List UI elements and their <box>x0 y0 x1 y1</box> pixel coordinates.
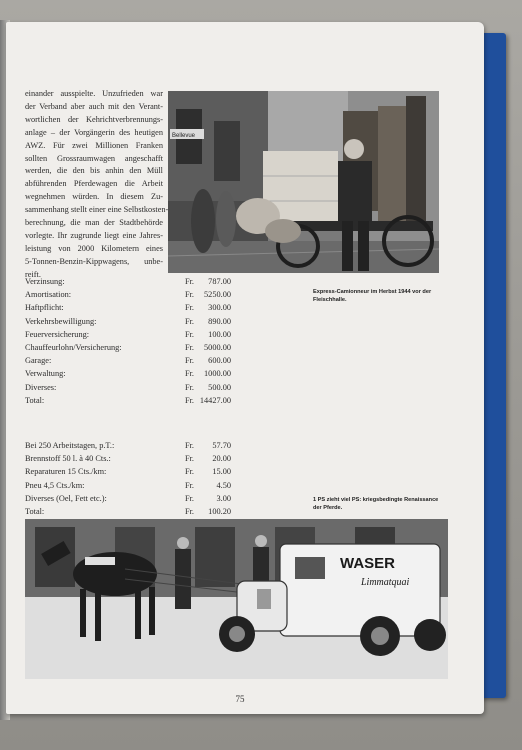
body-text-line: einander ausspielte. Unzufrieden war <box>25 89 163 98</box>
cost-row <box>25 343 245 356</box>
cost-amount: 15.00 <box>212 467 231 477</box>
body-paragraph <box>25 88 169 282</box>
cost-currency: Fr. <box>185 441 194 450</box>
cost-row <box>25 369 245 382</box>
cost-amount: 787.00 <box>208 277 231 286</box>
cost-amount: 100.20 <box>208 506 231 516</box>
body-text-line: reift. <box>25 269 41 279</box>
body-text-line: leistung von 2000 Kilometern eines <box>25 243 163 253</box>
cost-amount: 4.50 <box>216 480 231 490</box>
cost-currency: Fr. <box>185 316 194 326</box>
cost-amount: 100.00 <box>208 329 231 339</box>
cost-row <box>25 303 245 316</box>
body-text-line: berechnung, die man der Stadtbehörde <box>25 218 163 228</box>
cost-currency: Fr. <box>185 382 194 392</box>
cost-currency: Fr. <box>185 493 194 503</box>
cost-label: Verwaltung: <box>25 369 66 379</box>
body-text-line: vorlegte. Ihr zugrunde liegt eine Jahres- <box>25 230 163 240</box>
body-text-line: anlage – der Vorgängerin des heutigen <box>25 127 163 137</box>
cost-amount: 1000.00 <box>204 369 231 379</box>
cost-currency: Fr. <box>185 356 194 366</box>
photo-caption-horse-van: 1 PS zieht viel PS: kriegsbedingte Renaissance der Pferde. <box>313 497 439 511</box>
cost-row <box>25 356 245 369</box>
cost-label: Diverses: <box>25 382 57 392</box>
cost-currency: Fr. <box>185 277 194 286</box>
cost-label: Diverses (Oel, Fett etc.): <box>25 493 107 503</box>
cost-amount: 14427.00 <box>199 395 231 405</box>
cost-row <box>25 277 245 290</box>
cost-label: Bei 250 Arbeitstagen, p.T.: <box>25 441 115 450</box>
cost-currency: Fr. <box>185 329 194 339</box>
cost-amount: 20.00 <box>212 454 231 464</box>
van-lettering-limmatquai: Limmatquai <box>361 577 410 588</box>
cost-currency: Fr. <box>185 454 194 464</box>
body-text-line: der Verband aber auch mit den Verant- <box>25 101 163 111</box>
body-text-line: sollten Grossraumwagen angeschafft <box>25 153 163 163</box>
cost-label: Verzinsung: <box>25 277 65 286</box>
body-text-line: werden, die den bis anhin den Müll <box>25 166 163 176</box>
cost-currency: Fr. <box>185 303 194 313</box>
cost-amount: 5000.00 <box>204 342 231 352</box>
cost-row <box>25 383 245 396</box>
body-text-line: 5-Tonnen-Benzin-Kippwagens, unbe- <box>25 256 163 266</box>
cost-row <box>25 454 245 467</box>
cost-label: Chauffeurlohn/Versicherung: <box>25 342 122 352</box>
cost-amount: 5250.00 <box>204 290 231 300</box>
cost-currency: Fr. <box>185 290 194 300</box>
photo-caption-camionneur: Express-Camionneur im Herbst 1944 vor der Fleischhalle. <box>313 289 432 303</box>
cost-label: Garage: <box>25 356 52 366</box>
cost-row <box>25 441 245 454</box>
sign-text: Bellevue <box>172 133 196 139</box>
cost-amount: 890.00 <box>208 316 231 326</box>
book-page <box>6 22 484 714</box>
cost-amount: 300.00 <box>208 303 231 313</box>
cost-row <box>25 396 245 409</box>
cost-label: Total: <box>25 395 45 405</box>
cost-label: Feuerversicherung: <box>25 329 90 339</box>
cost-currency: Fr. <box>185 369 194 379</box>
body-text-line: wegnehmen würden. In diesem Zu- <box>25 192 163 202</box>
cost-row <box>25 317 245 330</box>
cost-currency: Fr. <box>185 480 194 490</box>
body-text-line: sammenhang stellt einer eine Selbstkosten- <box>25 205 169 215</box>
photo-horse-van-image <box>25 519 448 679</box>
cost-currency: Fr. <box>185 342 194 352</box>
cost-amount: 57.70 <box>212 441 231 450</box>
cost-label: Brennstoff 50 l. à 40 Cts.: <box>25 454 111 464</box>
body-text-line: wortlichen der Kehrichtverbrennungs- <box>25 114 163 124</box>
cost-row <box>25 494 245 507</box>
cost-amount: 600.00 <box>208 356 231 366</box>
cost-label: Total: <box>25 506 45 516</box>
van-lettering-waser: WASER <box>340 555 396 572</box>
cost-amount: 3.00 <box>216 493 231 503</box>
body-text-line: abführenden Pferdewagen die Arbeit <box>25 179 163 189</box>
cost-label: Haftpflicht: <box>25 303 64 313</box>
photo-horse-van <box>25 519 448 679</box>
cost-row <box>25 330 245 343</box>
cost-label: Pneu 4,5 Cts./km: <box>25 480 85 490</box>
cost-row <box>25 481 245 494</box>
photo-camionneur-image <box>168 91 439 273</box>
photo-camionneur <box>168 91 439 273</box>
cost-label: Verkehrsbewilligung: <box>25 316 97 326</box>
cost-table-daily <box>25 441 245 520</box>
body-text-line: AWZ. Für zwei Millionen Franken <box>25 140 163 150</box>
page-number: 75 <box>235 694 245 704</box>
cost-currency: Fr. <box>185 506 194 516</box>
cost-row <box>25 290 245 303</box>
cost-label: Reparaturen 15 Cts./km: <box>25 467 107 477</box>
cost-row <box>25 467 245 480</box>
cost-currency: Fr. <box>185 467 194 477</box>
cost-label: Amortisation: <box>25 290 72 300</box>
cost-currency: Fr. <box>185 395 194 405</box>
cost-amount: 500.00 <box>208 382 231 392</box>
cost-table-annual <box>25 277 245 409</box>
